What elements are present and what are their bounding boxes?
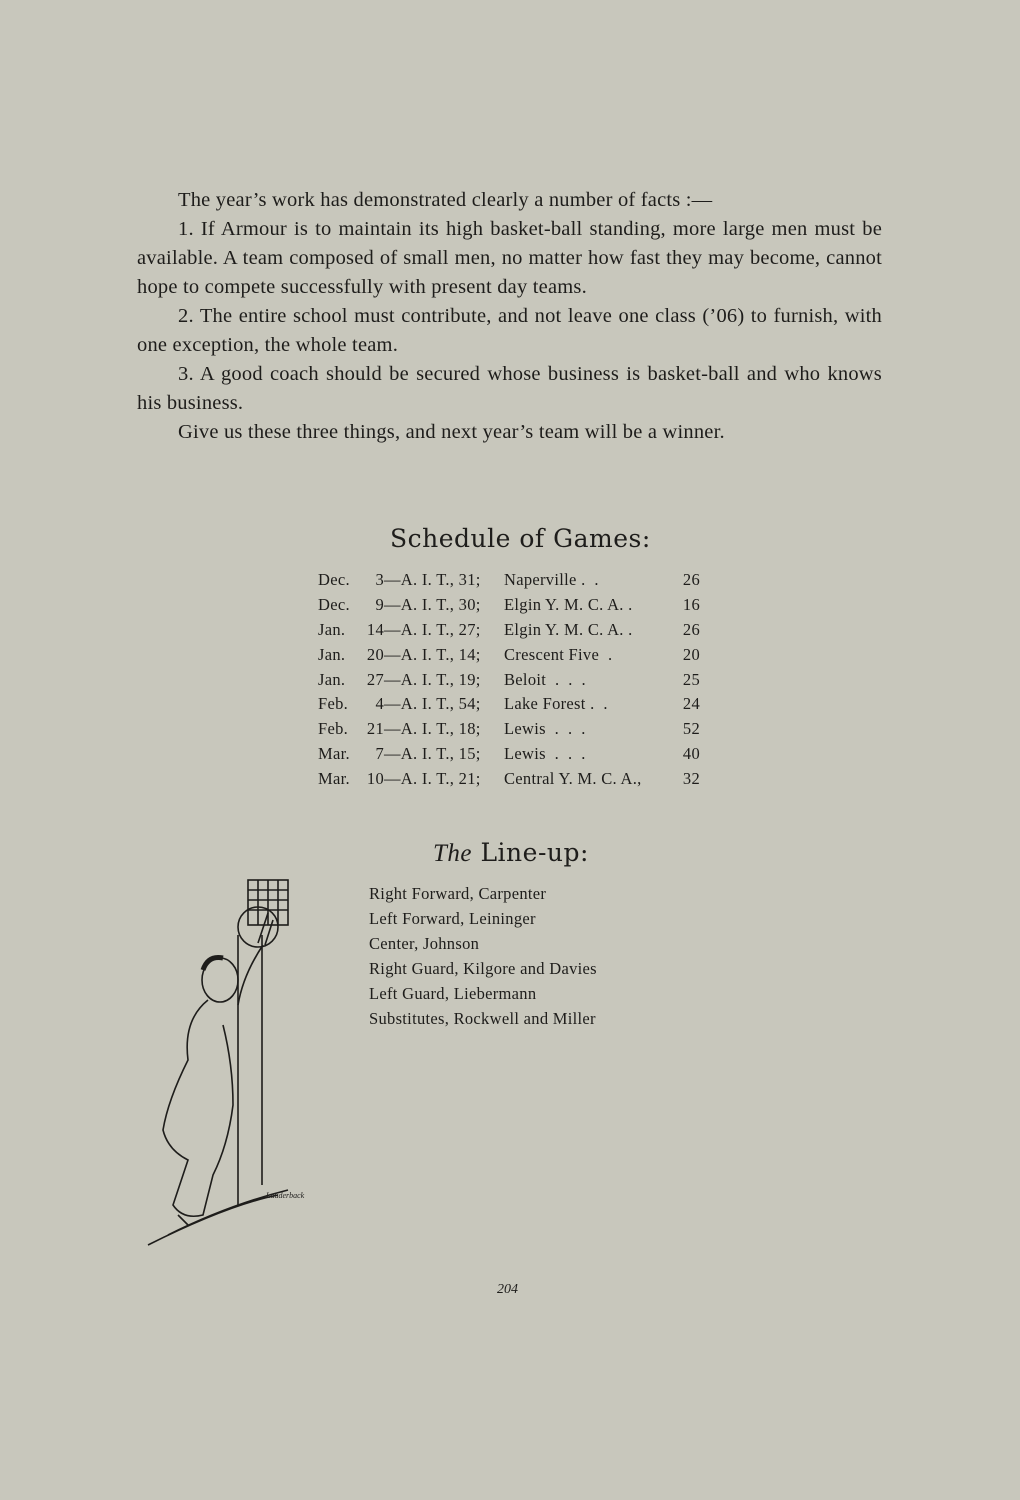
ait-score <box>384 620 504 640</box>
ait-score <box>384 719 504 739</box>
lineup-title-rest: Line-up: <box>472 838 589 867</box>
basket-net-icon <box>248 880 288 925</box>
opponent <box>504 620 670 640</box>
lineup-item: Left Forward, Leininger <box>369 909 536 928</box>
team-score: 19; <box>458 669 481 689</box>
page-number: 204 <box>497 1282 518 1297</box>
team-name: —A. I. T., <box>384 644 455 664</box>
opponent-name: Elgin Y. M. C. A. <box>504 595 624 615</box>
ait-score <box>384 645 504 665</box>
game-month: Feb. <box>318 694 349 714</box>
dot-leader: . <box>623 595 633 615</box>
game-day: 10 <box>366 768 384 788</box>
schedule-row <box>318 692 700 717</box>
game-day: 4 <box>375 694 384 714</box>
opponent <box>504 645 670 665</box>
schedule-row <box>318 593 700 618</box>
opponent-name: Naperville <box>504 570 577 590</box>
opponent-name: Lewis <box>504 719 546 739</box>
team-score: 31; <box>458 570 481 590</box>
game-day: 21 <box>366 719 384 739</box>
schedule-row <box>318 766 700 791</box>
opponent-name: Elgin Y. M. C. A. <box>504 619 624 639</box>
team-name: —A. I. T., <box>384 570 455 590</box>
dot-leader: . . . <box>546 669 586 689</box>
team-score: 27; <box>458 619 481 639</box>
basketball-player-illustration <box>138 875 338 1250</box>
game-month: Dec. <box>318 570 350 590</box>
dot-leader: . <box>623 619 633 639</box>
ait-score <box>384 769 504 789</box>
intro-paragraph: The year’s work has demonstrated clearly a number of facts :— <box>178 189 713 211</box>
schedule-row <box>318 667 700 692</box>
schedule-row <box>318 642 700 667</box>
lineup-title <box>433 838 589 868</box>
dot-leader: . . . <box>545 719 586 739</box>
team-score: 21; <box>458 768 481 788</box>
schedule-row <box>318 618 700 643</box>
dot-leader: . . . <box>545 743 586 763</box>
opponent-score: 25 <box>682 669 700 689</box>
ait-score <box>384 744 504 764</box>
game-day: 9 <box>375 595 384 615</box>
opponent <box>504 694 670 714</box>
opponent <box>504 769 670 789</box>
opponent-name: Central Y. M. C. A., <box>504 768 642 788</box>
opponent-name: Beloit <box>504 669 547 689</box>
opponent-name: Lake Forest <box>504 694 586 714</box>
team-name: —A. I. T., <box>384 619 455 639</box>
team-score: 54; <box>458 694 481 714</box>
lineup-item: Right Forward, Carpenter <box>369 884 547 903</box>
team-score: 15; <box>458 743 481 763</box>
team-name: —A. I. T., <box>384 719 455 739</box>
game-day: 20 <box>366 644 384 664</box>
game-month: Mar. <box>318 743 350 763</box>
schedule-row <box>318 568 700 593</box>
fact-3-paragraph: 3. A good coach should be secured whose business is basket-ball and who knows his business. <box>137 363 882 414</box>
opponent-score: 26 <box>682 570 700 590</box>
team-score: 30; <box>458 595 481 615</box>
game-month: Jan. <box>318 619 346 639</box>
schedule-title: Schedule of Games: <box>390 524 651 553</box>
body-text <box>137 186 882 447</box>
game-month: Dec. <box>318 595 350 615</box>
opponent-name: Crescent Five <box>504 644 600 664</box>
team-score: 18; <box>458 719 481 739</box>
ait-score <box>384 570 504 590</box>
team-name: —A. I. T., <box>384 694 455 714</box>
ait-score <box>384 694 504 714</box>
opponent-score: 20 <box>682 644 700 664</box>
team-name: —A. I. T., <box>384 743 455 763</box>
game-month: Jan. <box>318 669 346 689</box>
game-month: Feb. <box>318 719 349 739</box>
lineup-list <box>369 881 597 1031</box>
game-day: 27 <box>366 669 384 689</box>
opponent-score: 52 <box>682 719 700 739</box>
game-month: Mar. <box>318 768 350 788</box>
team-name: —A. I. T., <box>384 595 455 615</box>
artist-signature: Lauderback <box>266 1191 305 1200</box>
lineup-item: Left Guard, Liebermann <box>369 984 537 1003</box>
fact-1-paragraph: 1. If Armour is to maintain its high basket-ball standing, more large men must be available. A team composed of small men, no matter how fast they may become, cannot hope to compete successfully with present day teams. <box>137 218 882 298</box>
team-name: —A. I. T., <box>384 669 455 689</box>
game-month: Jan. <box>318 644 346 664</box>
opponent <box>504 570 670 590</box>
fact-2-paragraph: 2. The entire school must contribute, and not leave one class (’06) to furnish, with one exception, the whole team. <box>137 305 882 356</box>
opponent <box>504 744 670 764</box>
post <box>238 935 262 1205</box>
opponent-name: Lewis <box>504 743 546 763</box>
dot-leader: . <box>599 644 613 664</box>
lineup-title-the: The <box>433 840 472 867</box>
closing-paragraph: Give us these three things, and next year’s team will be a winner. <box>178 421 725 443</box>
opponent-score: 26 <box>682 619 700 639</box>
dot-leader: . . <box>585 694 608 714</box>
game-day: 7 <box>375 743 384 763</box>
lineup-item: Right Guard, Kilgore and Davies <box>369 959 597 978</box>
opponent-score: 16 <box>682 595 700 615</box>
team-name: —A. I. T., <box>384 768 455 788</box>
lineup-item: Substitutes, Rockwell and Miller <box>369 1009 596 1028</box>
schedule-row <box>318 742 700 767</box>
opponent-score: 40 <box>682 743 700 763</box>
ait-score <box>384 670 504 690</box>
opponent-score: 24 <box>682 694 700 714</box>
game-day: 14 <box>366 619 384 639</box>
dot-leader: . . <box>576 570 599 590</box>
opponent <box>504 670 670 690</box>
team-score: 14; <box>458 644 481 664</box>
opponent <box>504 719 670 739</box>
opponent <box>504 595 670 615</box>
schedule-table <box>318 568 700 791</box>
game-day: 3 <box>375 570 384 590</box>
ait-score <box>384 595 504 615</box>
opponent-score: 32 <box>682 768 700 788</box>
lineup-item: Center, Johnson <box>369 934 480 953</box>
schedule-row <box>318 717 700 742</box>
